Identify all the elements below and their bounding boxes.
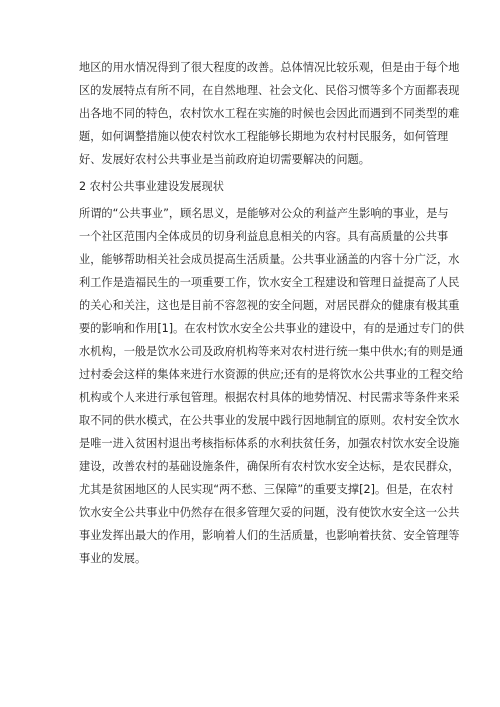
text-line: 地区的用水情况得到了很大程度的改善。总体情况比较乐观，但是由于每个地 xyxy=(79,61,460,74)
document-page xyxy=(79,56,465,570)
text-line: 利工作是造福民生的一项重要工作，饮水安全工程建设和管理日益提高了人民 xyxy=(79,276,460,289)
text-line: 事业发挥出最大的作用，影响着人们的生活质量，也影响着扶贫、安全管理等 xyxy=(79,529,460,542)
text-line: 饮水安全公共事业中仍然存在很多管理欠妥的问题，没有使饮水安全这一公共 xyxy=(79,506,460,519)
text-line: 是唯一进入贫困村退出考核指标体系的水利扶贫任务，加强农村饮水安全设施 xyxy=(79,437,460,450)
text-line: 所谓的“公共事业”，顾名思义，是能够对公众的利益产生影响的事业，是与 xyxy=(79,207,449,220)
text-line: 出各地不同的特色，农村饮水工程在实施的时候也会因此而遇到不同类型的难 xyxy=(79,107,460,120)
text-line: 一个社区范围内全体成员的切身利益息息相关的内容。具有高质量的公共事 xyxy=(79,230,449,243)
text-line: 要的影响和作用[1]。在农村饮水安全公共事业的建设中，有的是通过专门的供 xyxy=(79,322,465,335)
text-line: 建设，改善农村的基础设施条件，确保所有农村饮水安全达标，是农民群众， xyxy=(79,460,460,473)
text-line: 尤其是贫困地区的人民实现“两不愁、三保障”的重要支撑[2]。但是，在农村 xyxy=(79,483,454,496)
text-line: 水机构，一般是饮水公司及政府机构等来对农村进行统一集中供水;有的则是通 xyxy=(79,345,464,358)
text-line: 过村委会这样的集体来进行水资源的供应;还有的是将饮水公共事业的工程交给 xyxy=(79,368,464,381)
text-line: 题，如何调整措施以使农村饮水工程能够长期地为农村村民服务，如何管理 xyxy=(79,130,449,143)
text-line: 的关心和关注，这也是目前不容忽视的安全问题，对居民群众的健康有极其重 xyxy=(79,299,460,312)
text-line: 业，能够帮助相关社会成员提高生活质量。公共事业涵盖的内容十分广泛，水 xyxy=(79,253,460,266)
paragraph-2 xyxy=(79,202,465,570)
paragraph-1 xyxy=(79,56,460,171)
text-line: 取不同的供水模式，在公共事业的发展中践行因地制宜的原则。农村安全饮水 xyxy=(79,414,460,427)
text-line: 事业的发展。 xyxy=(79,552,147,565)
text-line: 区的发展特点有所不同，在自然地理、社会文化、民俗习惯等多个方面都表现 xyxy=(79,84,460,97)
text-line: 好、发展好农村公共事业是当前政府迫切需要解决的问题。 xyxy=(79,153,370,166)
text-line: 机构或个人来进行承包管理。根据农村具体的地势情况、村民需求等条件来采 xyxy=(79,391,460,404)
section-heading: 2 农村公共事业建设发展现状 xyxy=(79,180,224,193)
